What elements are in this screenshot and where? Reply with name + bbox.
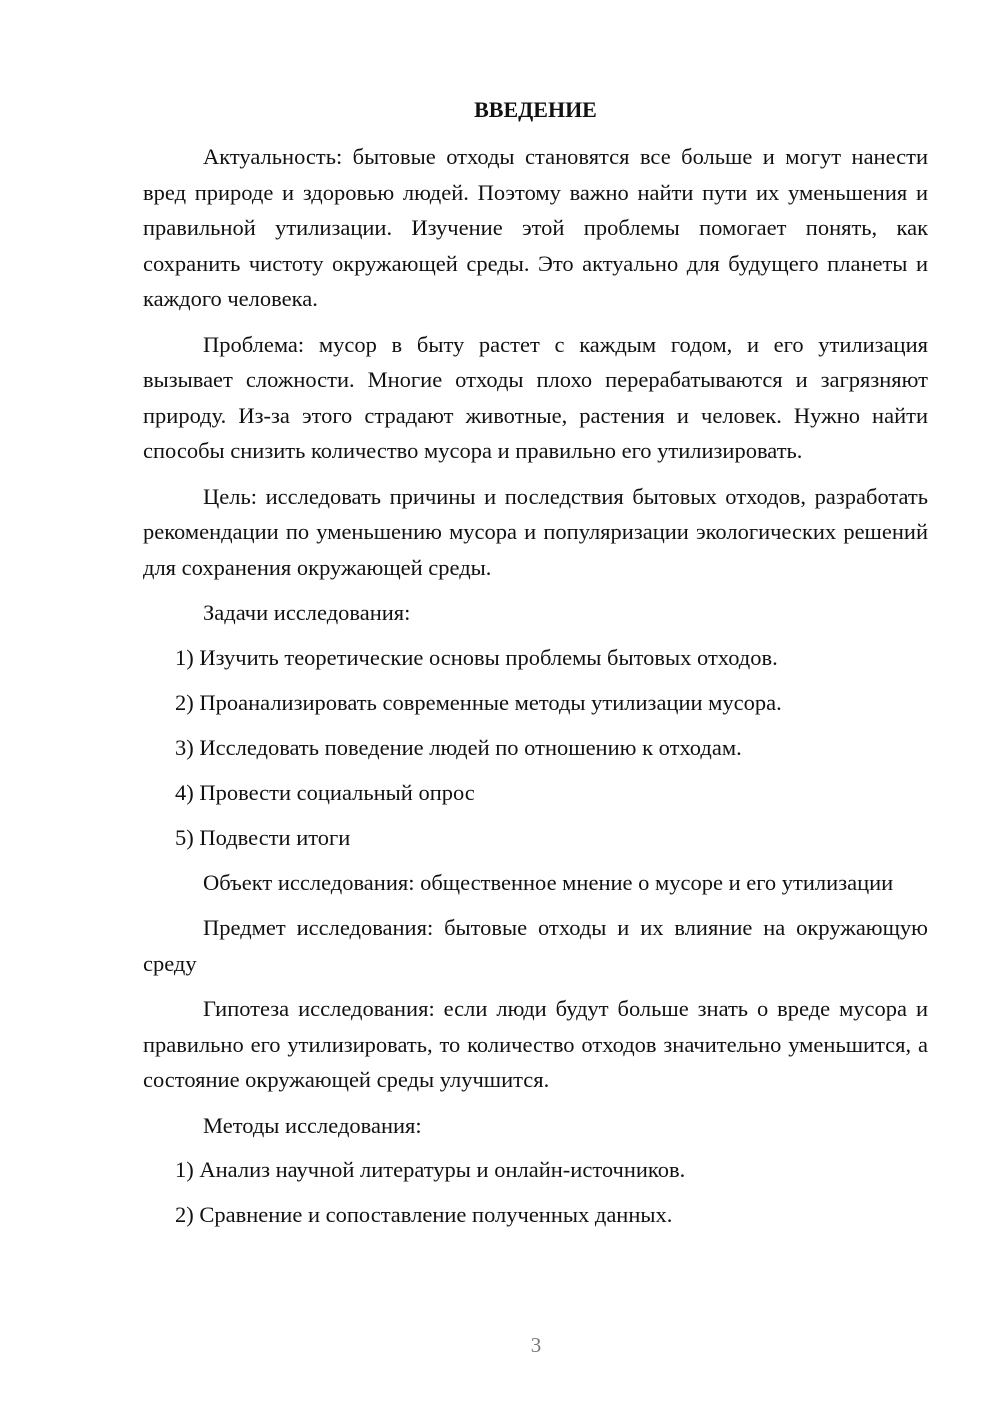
- hypothesis-paragraph: Гипотеза исследования: если люди будут больше знать о вреде мусора и правильно его утилизировать, то количество отходов значительно уменьшится, а состояние окружающей среды улучшится.: [143, 996, 928, 1092]
- method-item: 2) Сравнение и сопоставление полученных данных.: [175, 1202, 673, 1227]
- problem-paragraph: Проблема: мусор в быту растет с каждым годом, и его утилизация вызывает сложности. Многие отходы плохо перерабатываются и загрязняют природу. Из-за этого страдают животные, растения и человек. Нужно найти способы снизить количество мусора и правильно его утилизировать.: [143, 331, 928, 463]
- task-item: 3) Исследовать поведение людей по отношению к отходам.: [175, 734, 742, 760]
- task-item: 1) Изучить теоретические основы проблемы бытовых отходов.: [175, 644, 778, 670]
- tasks-label: Задачи исследования:: [203, 600, 411, 625]
- relevance-paragraph: Актуальность: бытовые отходы становятся все больше и могут нанести вред природе и здоровью людей. Поэтому важно найти пути их уменьшения и правильной утилизации. Изучение этой проблемы помогает понять, как сохранить чистоту окружающей среды. Это актуально для будущего планеты и каждого человека.: [143, 144, 928, 311]
- page-title: ВВЕДЕНИЕ: [474, 97, 597, 122]
- object-paragraph: Объект исследования: общественное мнение о мусоре и его утилизации: [203, 869, 894, 895]
- subject-paragraph: Предмет исследования: бытовые отходы и их влияние на окружающую среду: [143, 915, 928, 976]
- method-item: 1) Анализ научной литературы и онлайн-источников.: [175, 1157, 686, 1182]
- document-page: [143, 94, 928, 1242]
- goal-paragraph: Цель: исследовать причины и последствия бытовых отходов, разработать рекомендации по уменьшению мусора и популяризации экологических решений для сохранения окружающей среды.: [143, 483, 928, 580]
- task-item: 2) Проанализировать современные методы утилизации мусора.: [175, 689, 782, 715]
- page-number: 3: [530, 1333, 542, 1357]
- task-item: 5) Подвести итоги: [175, 824, 351, 850]
- task-item: 4) Провести социальный опрос: [175, 779, 475, 805]
- methods-label: Методы исследования:: [203, 1112, 422, 1138]
